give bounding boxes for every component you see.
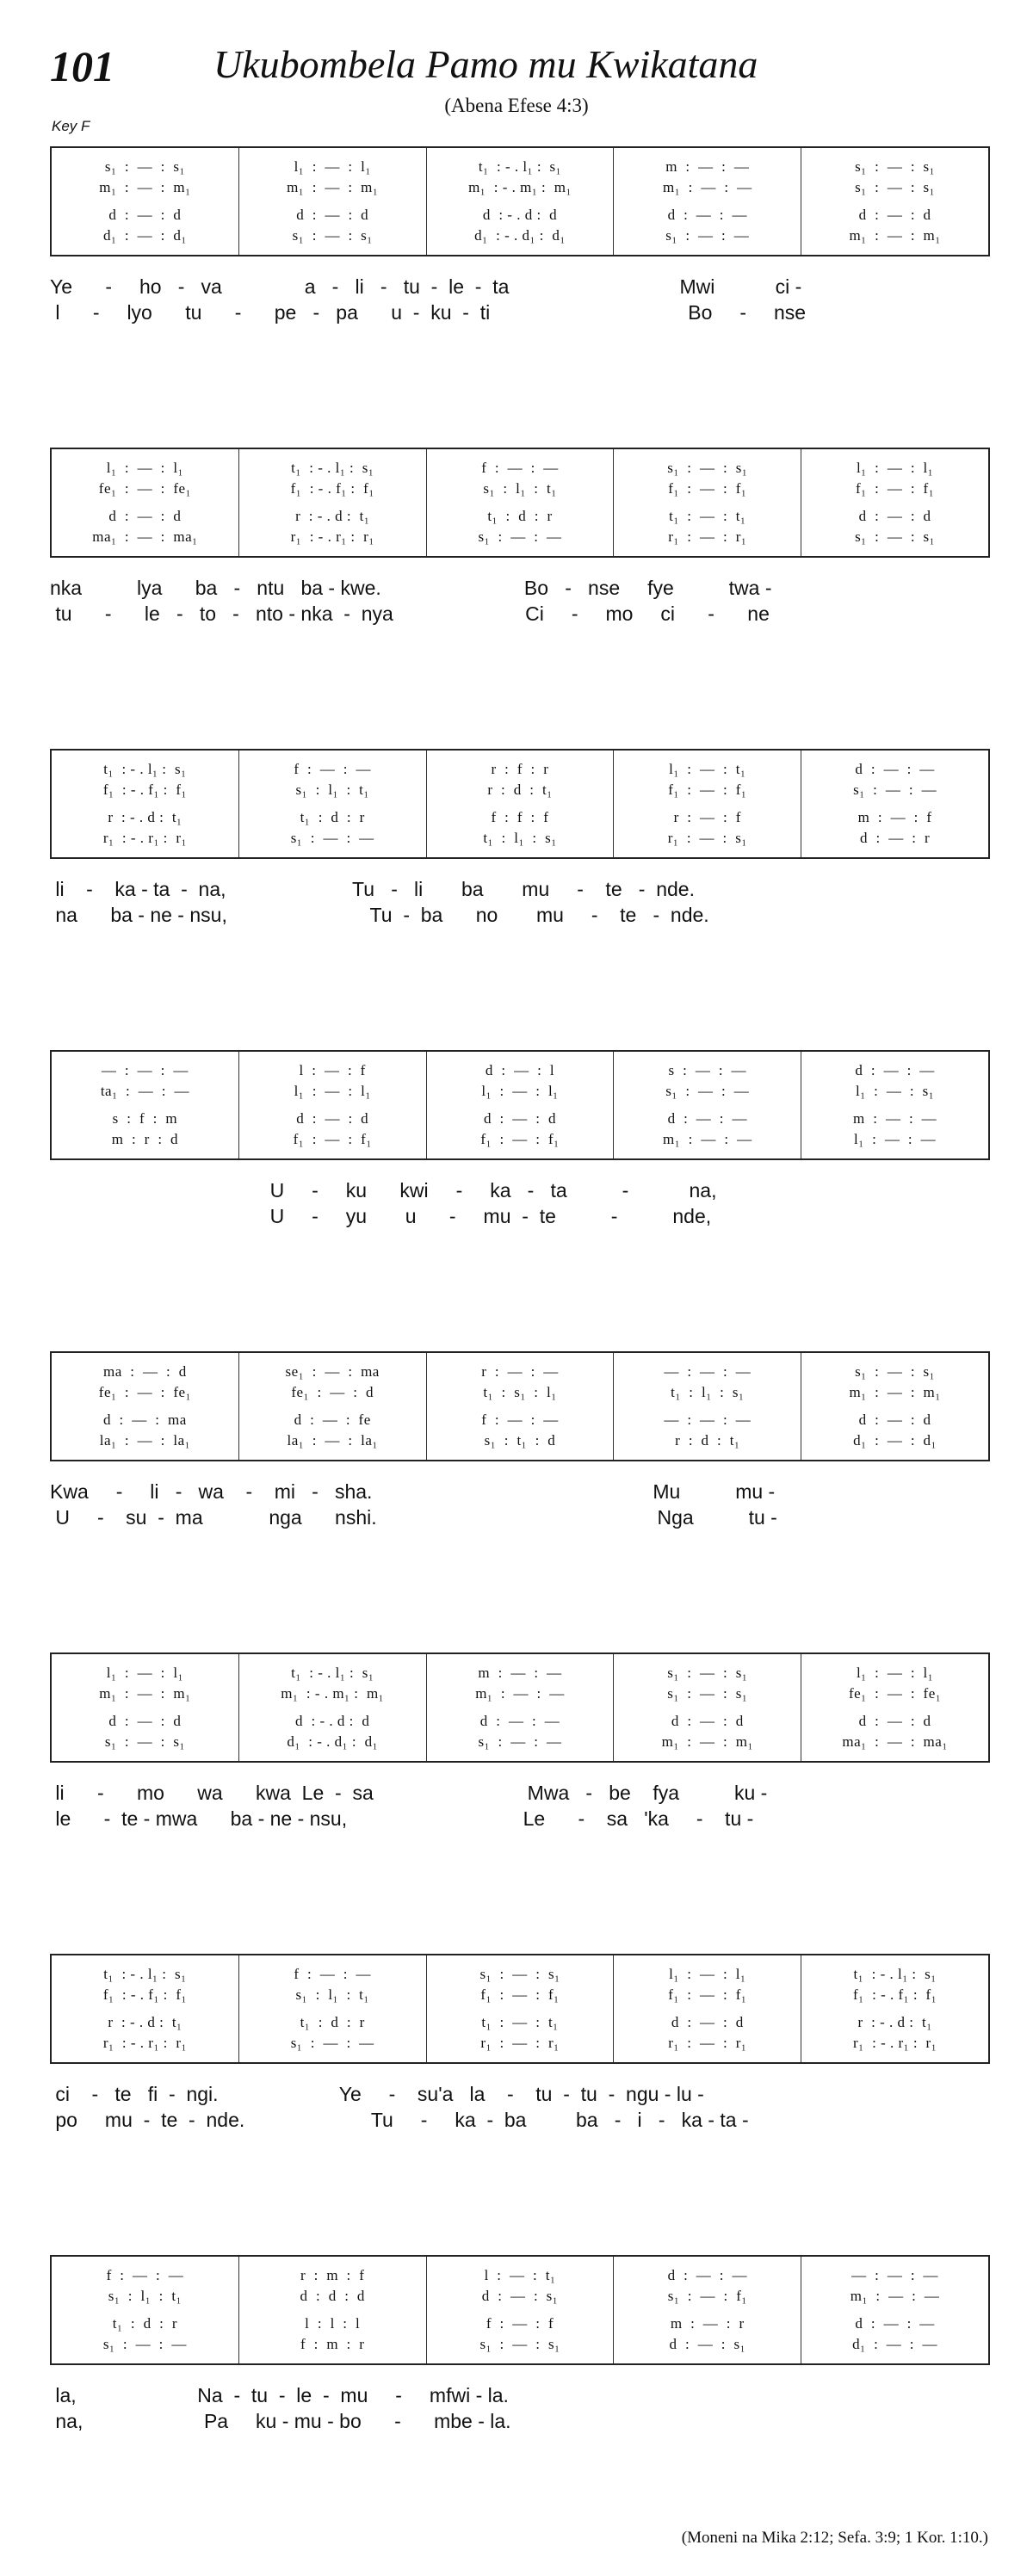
voice-line: t₁ : d : r — [300, 2014, 365, 2030]
solfa-staff — [50, 1050, 990, 1160]
voice-line: d : — : d — [296, 1110, 369, 1127]
voice-line: f₁ : — : f₁ — [480, 1986, 560, 2003]
voice-line: d : — : d — [484, 1110, 556, 1127]
voice-line: r₁ : - . r₁ : r₁ — [290, 528, 374, 545]
measure — [801, 1955, 988, 2062]
voice-line: l₁ : — : l₁ — [106, 460, 184, 476]
voice-line: f : — : — — [481, 460, 559, 476]
voice-line: f₁ : - . f₁ : f₁ — [853, 1986, 937, 2003]
key-signature: Key F — [52, 118, 90, 134]
measure — [614, 751, 801, 857]
lyric-line: na, Pa ku - mu - bo - mbe - la. — [50, 2410, 511, 2432]
voice-line: m₁ : — : — — [475, 1685, 565, 1702]
solfa-staff — [50, 749, 990, 859]
voice-line: d : — : — — [855, 1062, 935, 1078]
lyric-line: Ye - ho - va a - li - tu - le - ta Mwi ci - — [50, 275, 802, 298]
voice-line: r₁ : - . r₁ : r₁ — [853, 2035, 937, 2051]
voice-line: s₁ : — : — — [665, 1083, 750, 1099]
voice-line: s₁ : — : s₁ — [667, 1685, 748, 1702]
hymn-title: Ukubombela Pamo mu Kwikatana — [213, 42, 758, 86]
voice-line: r₁ : — : r₁ — [668, 2035, 747, 2051]
measure — [427, 1353, 615, 1460]
voice-line: t₁ : - . l₁ : s₁ — [291, 1665, 374, 1681]
voice-line: s₁ : — : s₁ — [855, 158, 936, 175]
voice-line: l₁ : — : l₁ — [294, 1083, 371, 1099]
voice-line: d : — : r — [860, 830, 931, 846]
voice-line: d₁ : — : d₁ — [102, 227, 187, 244]
voice-line: fe₁ : — : fe₁ — [98, 480, 191, 497]
voice-line: f₁ : — : f₁ — [668, 1986, 747, 2003]
voice-line: r : d : t₁ — [675, 1432, 740, 1449]
voice-line: s₁ : l₁ : t₁ — [295, 781, 369, 798]
lyric-line: l - lyo tu - pe - pa u - ku - ti Bo - nse — [50, 301, 807, 324]
voice-line: m : — : — — [478, 1665, 562, 1681]
voice-line: t₁ : — : t₁ — [481, 2014, 559, 2030]
voice-line: m₁ : — : m₁ — [99, 179, 191, 195]
voice-line: s₁ : l₁ : t₁ — [483, 480, 557, 497]
voice-line: t₁ : — : t₁ — [669, 508, 746, 524]
voice-line: ma₁ : — : ma₁ — [92, 528, 198, 545]
voice-line: d : — : d — [858, 508, 931, 524]
measure — [801, 449, 988, 556]
voice-line: l₁ : — : — — [854, 1131, 937, 1147]
solfa-staff — [50, 2255, 990, 2365]
voice-line: l : — : f — [299, 1062, 366, 1078]
measure — [801, 148, 988, 255]
voice-line: s₁ : — : s₁ — [104, 1733, 185, 1750]
voice-line: l₁ : — : t₁ — [669, 761, 746, 777]
voice-line: — : — : — — [101, 1062, 189, 1078]
voice-line: d : — : d — [858, 207, 931, 223]
measure — [801, 2257, 988, 2363]
measure — [52, 449, 239, 556]
voice-line: s₁ : — : s₁ — [292, 227, 373, 244]
lyric-line: U - ku kwi - ka - ta - na, — [50, 1179, 717, 1202]
voice-line: s₁ : — : s₁ — [667, 460, 748, 476]
lyric-line: Kwa - li - wa - mi - sha. Mu mu - — [50, 1480, 776, 1503]
lyric-line: nka lya ba - ntu ba - kwe. Bo - nse fye twa - — [50, 577, 772, 599]
voice-line: m₁ : — : m₁ — [849, 227, 941, 244]
voice-line: s : f : m — [112, 1110, 178, 1127]
voice-line: s₁ : — : — — [290, 830, 374, 846]
voice-line: d : — : d — [296, 207, 369, 223]
voice-line: fe₁ : — : fe₁ — [98, 1384, 191, 1400]
voice-line: t₁ : l₁ : s₁ — [671, 1384, 745, 1400]
solfa-staff — [50, 448, 990, 558]
voice-line: r₁ : — : r₁ — [668, 528, 747, 545]
voice-line: r : — : — — [481, 1363, 559, 1380]
voice-line: d : — : s₁ — [669, 2336, 746, 2352]
lyric-line: le - te - mwa ba - ne - nsu, Le - sa 'ka - tu - — [50, 1807, 754, 1830]
voice-line: f : f : f — [491, 809, 549, 825]
voice-line: m₁ : — : m₁ — [99, 1685, 191, 1702]
voice-line: fe₁ : — : fe₁ — [848, 1685, 942, 1702]
voice-line: f₁ : - . f₁ : f₁ — [102, 781, 187, 798]
footer-references: (Moneni na Mika 2:12; Sefa. 3:9; 1 Kor. 1:10.) — [681, 2529, 988, 2547]
measure — [614, 148, 801, 255]
measure — [614, 1353, 801, 1460]
measure — [52, 1353, 239, 1460]
voice-line: r : — : f — [673, 809, 741, 825]
measure — [427, 1654, 615, 1761]
voice-line: d : — : — — [855, 2315, 935, 2332]
measure — [614, 1955, 801, 2062]
voice-line: l₁ : — : l₁ — [294, 158, 371, 175]
voice-line: m : — : r — [670, 2315, 745, 2332]
score-system — [50, 1050, 990, 1227]
voice-line: r₁ : — : s₁ — [667, 830, 747, 846]
measure — [239, 449, 427, 556]
measure — [427, 1052, 615, 1158]
voice-line: s₁ : — : — — [665, 227, 750, 244]
voice-line: d : — : d — [671, 2014, 744, 2030]
voice-line: m₁ : - . m₁ : m₁ — [468, 179, 572, 195]
lyric-line: ci - te fi - ngi. Ye - su'a la - tu - tu - ngu - lu - — [50, 2083, 704, 2105]
voice-line: s₁ : — : s₁ — [479, 1966, 560, 1982]
voice-line: d : — : — — [479, 1713, 560, 1729]
voice-line: s₁ : — : s₁ — [667, 1665, 748, 1681]
voice-line: m₁ : — : — — [850, 2288, 940, 2304]
voice-line: f₁ : — : f₁ — [856, 480, 935, 497]
voice-line: d₁ : - . d₁ : d₁ — [474, 227, 566, 244]
voice-line: t₁ : d : r — [112, 2315, 178, 2332]
measure — [239, 1052, 427, 1158]
voice-line: l₁ : — : l₁ — [856, 460, 934, 476]
voice-line: l : — : t₁ — [484, 2267, 556, 2283]
voice-line: s₁ : — : s₁ — [855, 1363, 936, 1380]
voice-line: t₁ : - . l₁ : s₁ — [291, 460, 374, 476]
measure — [52, 148, 239, 255]
voice-line: s₁ : — : s₁ — [855, 179, 936, 195]
lyric-line: li - mo wa kwa Le - sa Mwa - be fya ku - — [50, 1782, 768, 1804]
voice-line: f₁ : - . f₁ : f₁ — [290, 480, 374, 497]
lyric-line: li - ka - ta - na, Tu - li ba mu - te - nde. — [50, 878, 695, 900]
voice-line: d : — : d — [108, 508, 182, 524]
voice-line: r : - . d : t₁ — [108, 809, 182, 825]
score-system — [50, 146, 990, 324]
voice-line: r : - . d : t₁ — [857, 2014, 932, 2030]
measure — [52, 751, 239, 857]
voice-line: t₁ : d : r — [487, 508, 553, 524]
voice-line: f : — : — — [294, 1966, 371, 1982]
voice-line: s₁ : — : — — [290, 2035, 374, 2051]
measure — [239, 1353, 427, 1460]
voice-line: m₁ : - . m₁ : m₁ — [281, 1685, 385, 1702]
voice-line: d : — : — — [667, 1110, 748, 1127]
voice-line: r₁ : - . r₁ : r₁ — [102, 2035, 187, 2051]
measure — [52, 1654, 239, 1761]
solfa-staff — [50, 146, 990, 256]
voice-line: r : d : t₁ — [487, 781, 553, 798]
measure — [52, 1955, 239, 2062]
voice-line: t₁ : - . l₁ : s₁ — [103, 761, 187, 777]
measure — [239, 1654, 427, 1761]
voice-line: f₁ : — : f₁ — [480, 1131, 560, 1147]
score-system — [50, 1652, 990, 1830]
measure — [427, 1955, 615, 2062]
voice-line: s₁ : — : — — [853, 781, 937, 798]
voice-line: f₁ : — : f₁ — [293, 1131, 372, 1147]
voice-line: f : — : — — [106, 2267, 184, 2283]
voice-line: m₁ : — : — — [662, 1131, 752, 1147]
voice-line: d₁ : - . d₁ : d₁ — [287, 1733, 379, 1750]
voice-line: t₁ : d : r — [300, 809, 365, 825]
measure — [239, 148, 427, 255]
voice-line: d : — : d — [108, 207, 182, 223]
voice-line: f₁ : — : f₁ — [668, 781, 747, 798]
voice-line: ta₁ : — : — — [100, 1083, 189, 1099]
measure — [427, 449, 615, 556]
score-system — [50, 1351, 990, 1529]
voice-line: — : — : — — [851, 2267, 939, 2283]
voice-line: t₁ : s₁ : l₁ — [483, 1384, 557, 1400]
voice-line: f : — : — — [294, 761, 371, 777]
voice-line: t₁ : - . l₁ : s₁ — [478, 158, 562, 175]
voice-line: s₁ : — : — — [478, 528, 562, 545]
voice-line: f₁ : - . f₁ : f₁ — [102, 1986, 187, 2003]
voice-line: s₁ : l₁ : t₁ — [295, 1986, 369, 2003]
voice-line: r₁ : — : r₁ — [480, 2035, 560, 2051]
voice-line: d : — : — — [667, 207, 748, 223]
measure — [239, 2257, 427, 2363]
voice-line: r₁ : - . r₁ : r₁ — [102, 830, 187, 846]
voice-line: l₁ : — : l₁ — [856, 1665, 934, 1681]
measure — [801, 1654, 988, 1761]
voice-line: f : — : — — [481, 1412, 559, 1428]
voice-line: la₁ : — : la₁ — [99, 1432, 191, 1449]
voice-line: f : — : f — [486, 2315, 554, 2332]
voice-line: s₁ : — : s₁ — [855, 528, 936, 545]
lyric-line: la, Na - tu - le - mu - mfwi - la. — [50, 2384, 509, 2406]
voice-line: d : - . d : d — [295, 1713, 370, 1729]
score-system — [50, 2255, 990, 2432]
measure — [52, 1052, 239, 1158]
scripture-reference: (Abena Efese 4:3) — [444, 95, 589, 116]
voice-line: d : — : s₁ — [481, 2288, 559, 2304]
measure — [239, 1955, 427, 2062]
voice-line: f : m : r — [300, 2336, 365, 2352]
lyric-line: U - su - ma nga nshi. Nga tu - — [50, 1506, 777, 1529]
score-system — [50, 749, 990, 926]
voice-line: m₁ : — : — — [662, 179, 752, 195]
voice-line: d₁ : — : d₁ — [853, 1432, 937, 1449]
voice-line: d : — : d — [858, 1412, 931, 1428]
voice-line: f₁ : — : f₁ — [668, 480, 747, 497]
lyric-line: po mu - te - nde. Tu - ka - ba ba - i - ka - ta - — [50, 2109, 749, 2131]
voice-line: s₁ : — : — — [102, 2336, 187, 2352]
voice-line: d : d : d — [300, 2288, 365, 2304]
measure — [614, 2257, 801, 2363]
voice-line: s₁ : — : f₁ — [667, 2288, 747, 2304]
voice-line: t₁ : - . l₁ : s₁ — [853, 1966, 937, 1982]
voice-line: m₁ : — : m₁ — [849, 1384, 941, 1400]
voice-line: d : — : ma — [103, 1412, 187, 1428]
voice-line: s₁ : — : s₁ — [479, 2336, 560, 2352]
measure — [801, 1052, 988, 1158]
voice-line: l : l : l — [305, 2315, 361, 2332]
voice-line: fe₁ : — : d — [291, 1384, 374, 1400]
voice-line: s₁ : t₁ : d — [484, 1432, 556, 1449]
voice-line: t₁ : - . l₁ : s₁ — [103, 1966, 187, 1982]
voice-line: l₁ : — : l₁ — [669, 1966, 746, 1982]
lyric-line: tu - le - to - nto - nka - nya Ci - mo ci - ne — [50, 602, 770, 625]
hymn-number: 101 — [50, 42, 114, 90]
voice-line: d : — : l — [485, 1062, 555, 1078]
lyric-line: U - yu u - mu - te - nde, — [50, 1205, 712, 1227]
voice-line: m : — : — — [853, 1110, 937, 1127]
voice-line: m : — : — — [665, 158, 750, 175]
voice-line: d₁ : — : — — [852, 2336, 938, 2352]
voice-line: ma₁ : — : ma₁ — [842, 1733, 948, 1750]
score-system — [50, 1954, 990, 2131]
voice-line: d : — : d — [108, 1713, 182, 1729]
voice-line: d : — : d — [858, 1713, 931, 1729]
lyric-line: na ba - ne - nsu, Tu - ba no mu - te - nde. — [50, 904, 709, 926]
voice-line: l₁ : — : l₁ — [106, 1665, 184, 1681]
solfa-staff — [50, 1954, 990, 2064]
voice-line: la₁ : — : la₁ — [287, 1432, 378, 1449]
voice-line: r : f : r — [491, 761, 549, 777]
measure — [239, 751, 427, 857]
voice-line: m : — : f — [857, 809, 932, 825]
solfa-staff — [50, 1351, 990, 1461]
voice-line: m₁ : — : m₁ — [661, 1733, 753, 1750]
voice-line: m₁ : — : m₁ — [287, 179, 379, 195]
measure — [427, 148, 615, 255]
measure — [801, 751, 988, 857]
measure — [614, 1052, 801, 1158]
voice-line: se₁ : — : ma — [285, 1363, 380, 1380]
voice-line: t₁ : l₁ : s₁ — [483, 830, 557, 846]
voice-line: r : m : f — [300, 2267, 365, 2283]
measure — [52, 2257, 239, 2363]
voice-line: — : — : — — [664, 1412, 752, 1428]
measure — [427, 2257, 615, 2363]
voice-line: d : — : — — [667, 2267, 748, 2283]
voice-line: s₁ : — : — — [478, 1733, 562, 1750]
voice-line: d : — : — — [855, 761, 935, 777]
voice-line: d : — : d — [671, 1713, 744, 1729]
voice-line: d : - . d : d — [482, 207, 558, 223]
voice-line: r : - . d : t₁ — [295, 508, 370, 524]
voice-line: m : r : d — [111, 1131, 179, 1147]
voice-line: l₁ : — : l₁ — [481, 1083, 559, 1099]
voice-line: r : - . d : t₁ — [108, 2014, 182, 2030]
voice-line: l₁ : — : s₁ — [856, 1083, 935, 1099]
voice-line: — : — : — — [664, 1363, 752, 1380]
solfa-staff — [50, 1652, 990, 1763]
voice-line: ma : — : d — [103, 1363, 187, 1380]
voice-line: s : — : — — [668, 1062, 747, 1078]
score-system — [50, 448, 990, 625]
voice-line: d : — : fe — [294, 1412, 371, 1428]
measure — [801, 1353, 988, 1460]
voice-line: s₁ : — : s₁ — [104, 158, 185, 175]
voice-line: s₁ : l₁ : t₁ — [108, 2288, 182, 2304]
measure — [614, 449, 801, 556]
measure — [614, 1654, 801, 1761]
measure — [427, 751, 615, 857]
